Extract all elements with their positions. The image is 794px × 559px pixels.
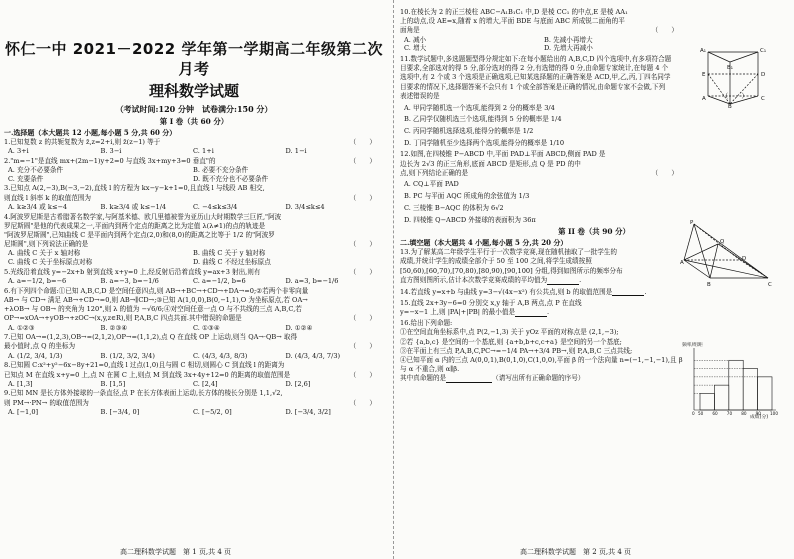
pyramid-label: B xyxy=(707,282,711,288)
answer-blank[interactable] xyxy=(547,279,579,285)
option-a: A. 充分不必要条件 xyxy=(8,166,64,175)
option-a: A. 曲线 C 关于 x 轴对称 xyxy=(8,249,81,258)
option-d: D. 3/4≤k≤4 xyxy=(285,202,325,211)
option-d: D. 既不充分也不必要条件 xyxy=(193,174,269,183)
prism-label: C₁ xyxy=(760,48,767,54)
option-d: D. a=3, b=−1/6 xyxy=(285,276,339,285)
question-2-options xyxy=(4,166,384,183)
question-6-options xyxy=(4,324,384,333)
question-12: 12.如图,在四棱锥 P−ABCD 中,平面 PAD⊥平面 ABCD,侧面 PAD 是 xyxy=(400,150,606,159)
question-1-options xyxy=(4,147,384,156)
histogram-bar xyxy=(729,360,743,410)
question-15: 15.直线 2x+3y−6=0 分别交 x,y 轴于 A,B 两点,点 P 在直线 xyxy=(400,299,582,308)
option-c: C. (4/3, 4/3, 8/3) xyxy=(193,351,248,360)
option-d: D. ①②④ xyxy=(285,323,313,332)
prism-label: A xyxy=(702,96,706,102)
histogram-tick-label: 0 xyxy=(692,411,695,416)
question-8-options xyxy=(4,380,384,389)
histogram-bar xyxy=(700,393,714,410)
right-column: 10.在棱长为 2 的正三棱柱 ABC−A₁B₁C₁ 中,D 是棱 CC₁ 的中点,E 是棱 AA₁ 上的动点,设 AE=x,随着 x 的增大,平面 BDE 与底面 ABC 所成锐二面角的平 面角是 （ ） A. 减小 B. 先减小再增大 C. 增大 D. 先增大再减小 11.数学试题中,多选题题型得分规定如下:在每小题给出的 A,B,C,D 四个选项中,有多项符合题 目要求,全部选对的得 5 分,部分选对的得 2 分,有选错的得 0 分,由命题专家统计,在每题 4 个 选项中,有 2 个或 3 个选项是正确选项,已知某选择题的正确答案是 ACD,甲,乙,丙,丁四名同学 目要求的情况下,选择题答案不会只有 1 个或全部答案是正确的情况,由命题专家不会做,下列 表述错误的是 （ ） A. 甲同学随机选一个选项,能得到 2 分的概率是 3/4 B. 乙同学仅随机选三个选项,能得到 5 分的概率是 1/4 C. 丙同学随机选择选项,能得分的概率是 1/2 D. 丁同学随机至少选择两个选项,能得分的概率是 1/10 12.如图,在四棱锥 P−ABCD 中,平面 PAD⊥平面 ABCD,侧面 PAD 是 边长为 2√3 的正三角形,底面 ABCD 是矩形,点 Q 是 PD 的中 点,则下列结论正确的是 （ ） A. CQ⊥平面 PAD B. PC 与平面 AQC 所成角的余弦值为 1/3 C. 三棱锥 B−AQC 的体积为 6√2 D. 四棱锥 Q−ABCD 外接球的表面积为 36π 第 II 卷（共 90 分） 二.填空题（本大题共 4 小题,每小题 5 分,共 20 分） 13.为了解某高二年级学生平行于一次数学竞赛,现在随机抽取了一批学生的 成绩,并统计学生的成绩全部介于 50 至 100 之间,将学生成绩按照 [50,60),[60,70),[70,80),[80,90),[90,100] 分组,得到如图所示的频率分布 直方图则图所示,估计本次数学竞赛成绩的平均值为 . 14.若直线 y=x+b 与曲线 y=3−√(4x−x²) 有公共点,则 b 的取值范围是 . 15.直线 2x+3y−6=0 分别交 x,y 轴于 A,B 两点,点 P 在直线 y=−x−1 上,则 |PA|+|PB| 的最小值是 . 16.给出下列命题: ①在空间直角坐标系中,点 P(2,−1,3) 关于 yOz 平面的对称点是 (2,1,−3); ②若 {a,b,c} 是空间的一个基底,则 {a+b,b+c,c+a} 是空间的另一个基底; ③在平面上有三点 P,A,B,C,PC→=−1/4 PA→+3/4 PB→,则 P,A,B,C 三点共线; ④已知平面 α 内的三点 A(0,0,1),B(0,1,0),C(1,0,0),平面 β 的一个法向量 n=(−1,−1,−1),且 β 与 α 不重合,则 α∥β. 其中真命题的是 （请写出所有正确命题的序号） xyxy=(400,8,788,555)
question-5-options xyxy=(4,277,384,286)
pyramid-label: D xyxy=(742,256,747,262)
page-footer-2: 高二理科数学试题 第 2 页,共 4 页 xyxy=(520,547,632,556)
question-11-option-d: D. 丁同学随机至少选择两个选项,能得分的概率是 1/10 xyxy=(404,138,565,147)
column-divider xyxy=(393,0,394,559)
answer-blank[interactable] xyxy=(612,290,644,296)
prism-label: E xyxy=(702,72,706,78)
option-a: A. k≥3/4 或 k≤−4 xyxy=(8,202,68,211)
histogram-figure xyxy=(680,340,780,420)
exam-subtitle: 理科数学试题 xyxy=(148,81,239,100)
volume-2-heading: 第 II 卷（共 90 分） xyxy=(558,227,630,237)
histogram-tick-label: 90 xyxy=(755,411,761,416)
pyramid-diagram xyxy=(680,220,780,290)
option-b: B. (1/2, 3/2, 3/4) xyxy=(100,351,155,360)
question-12-option-c: C. 三棱锥 B−AQC 的体积为 6√2 xyxy=(404,203,504,212)
left-column: 怀仁一中 2021－2022 学年第一学期高二年级第二次月考 理科数学试题 （考试时间:120 分钟 试卷满分:150 分） 第 I 卷（共 60 分） 一.选择题（本大题共 12 小题,每小题 5 分,共 60 分） 1.已知复数 z 的共轭复数为 z̄,z=2+i,则 z̄(z−1) 等于 （ ） A. 3+i B. 3−i C. 1+i D. 1−i 2."m=−1"是直线 mx+(2m−1)y+2=0 与直线 3x+my+3=0 垂直"的 （ ） A. 充分不必要条件 B. 必要不充分条件 C. 充要条件 D. 既不充分也不必要条件 3.已知点 A(2,−3),B(−3,−2),直线 l 的方程为 kx−y−k+1=0,且直线 l 与线段 AB 相交, 则直线 l 斜率 k 的取值范围为 （ ） A. k≥3/4 或 k≤−4 B. k≥3/4 或 k≤−1/4 C. −4≤k≤3/4 D. 3/4≤k≤4 4.阿波罗尼斯是古希腊著名数学家,与阿基米德、欧几里德被誉为亚历山大时期数学三巨匠,"阿波 罗尼斯圆"是他的代表成果之一,平面内到两个定点的距离之比为定值 λ(λ≠1)的点的轨迹是 "阿波罗尼斯圆",已知曲线 C 是平面内到两个定点(2,0)和(8,0)的距离之比等于 1/2 的"阿波罗 尼斯圆",则下列说法正确的是 （ ） A. 曲线 C 关于 x 轴对称 B. 曲线 C 关于 y 轴对称 C. 曲线 C 关于坐标原点对称 D. 曲线 C 不经过坐标原点 5.光线沿着直线 y=−2x+b 射到直线 x+y=0 上,经反射后沿着直线 y=ax+3 射出,则有 （ ） A. a=−1/2, b=−6 B. a=−3, b=−1/6 C. a=−1/2, b=6 D. a=3, b=−1/6 6.有下列四个命题:①已知 A,B,C,D 是空间任意四点,则 AB→+BC→+CD→+DA→=0;②若两个非零向量 AB→ 与 CD→ 满足 AB→+CD→=0,则 AB→∥CD→;③已知 A(1,0,0),B(0,−1,1),O 为坐标原点,若 OA→ +λOB→ 与 OB→ 的夹角为 120°,则 λ 的值为 −√6/6;④对空间任意一点 O 与不共线的三点 A,B,C,若 OP→=xOA→+yOB→+zOC→(x,y,z∈R),则 P,A,B,C 四点共面.其中错误的命题是 （ ） A. ①②③ B. ②③④ C. ①③④ D. ①②④ 7.已知 OA→=(1,2,3),OB→=(2,1,2),OP→=(1,1,2),点 Q 在直线 OP 上运动,则当 QA→·QB→ 取得 最小值时,点 Q 的坐标为 （ ） A. (1/2, 3/4, 1/3) B. (1/2, 3/2, 3/4) C. (4/3, 4/3, 8/3) D. (4/3, 4/3, 7/3) 8.已知圆 C:x²+y²−6x−8y+21=0,直线 l 过点(1,0)且与圆 C 相切,则圆心 C 到直线 l 的距离为 已知点 M 在直线 x+y=0 上,点 N 在圆 C 上,则点 M 到直线 3x+4y+12=0 的距离的取值范围是 （ ） A. [1,3] B. [1,5] C. [2,4] D. [2,6] 9.已知 MN 是长方体外接球的一条直径,点 P 在长方体表面上运动,长方体的棱长分别是 1,1,√2, 则 PM→·PN→ 的取值范围为 （ ） A. [−1,0] B. [−3/4, 0] C. [−5/2, 0] D. [−3/4, 3/2] xyxy=(4,40,383,416)
option-b: B. 3−i xyxy=(100,147,122,156)
question-12-option-a: A. CQ⊥平面 PAD xyxy=(404,180,459,189)
histogram-ylabel: 频率/组距 xyxy=(682,343,703,348)
question-11-option-c: C. 丙同学随机选择选项,能得分的概率是 1/2 xyxy=(404,126,534,135)
prism-label: B xyxy=(728,104,732,108)
volume-1-heading: 第 I 卷（共 60 分） xyxy=(159,116,229,126)
question-3-options xyxy=(4,203,384,212)
question-7: 7.已知 OA→=(1,2,3),OB→=(2,1,2),OP→=(1,1,2),点 Q 在直线 OP 上运动,则当 QA→·QB→ 取得 xyxy=(4,333,298,342)
histogram-tick-label: 100 xyxy=(770,411,778,416)
option-c: C. 充要条件 xyxy=(8,174,44,183)
histogram-tick-label: 80 xyxy=(741,411,747,416)
option-c: C. ①③④ xyxy=(193,323,220,332)
histogram-tick-label: 60 xyxy=(712,411,718,416)
option-b: B. 曲线 C 关于 y 轴对称 xyxy=(193,249,266,258)
answer-blank[interactable] xyxy=(446,377,492,383)
prism-label: B₁ xyxy=(727,65,733,71)
question-14: 14.若直线 y=x+b 与曲线 y=3−√(4x−x²) 有公共点,则 b 的取值范围是 . xyxy=(400,287,647,296)
section-1-heading: 一.选择题（本大题共 12 小题,每小题 5 分,共 60 分） xyxy=(4,127,177,137)
question-1: 1.已知复数 z 的共轭复数为 z̄,z=2+i,则 z̄(z−1) 等于 （ ） xyxy=(4,137,376,146)
question-4: 4.阿波罗尼斯是古希腊著名数学家,与阿基米德、欧几里德被誉为亚历山大时期数学三巨匠,"阿波 xyxy=(4,212,282,221)
answer-blank[interactable] xyxy=(515,311,547,317)
question-16: 16.给出下列命题: xyxy=(400,319,453,328)
option-a: A. 3+i xyxy=(8,147,29,156)
question-7-options xyxy=(4,352,384,361)
question-10: 10.在棱长为 2 的正三棱柱 ABC−A₁B₁C₁ 中,D 是棱 CC₁ 的中点,E 是棱 AA₁ xyxy=(400,8,628,16)
option-a: A. [−1,0] xyxy=(8,407,39,416)
question-6: 6.有下列四个命题:①已知 A,B,C,D 是空间任意四点,则 AB→+BC→+CD→+DA→=0;②若两个非零向量 xyxy=(4,286,309,295)
question-13: 13.为了解某高二年级学生平行于一次数学竞赛,现在随机抽取了一批学生的 xyxy=(400,248,617,257)
option-c: C. a=−1/2, b=6 xyxy=(193,276,246,285)
option-b: B. 必要不充分条件 xyxy=(193,166,249,175)
section-2-heading: 二.填空题（本大题共 4 小题,每小题 5 分,共 20 分） xyxy=(400,238,568,248)
histogram-tick-label: 70 xyxy=(726,411,733,416)
question-11: 11.数学试题中,多选题题型得分规定如下:在每小题给出的 A,B,C,D 四个选项中,有多项符合题 xyxy=(400,55,672,64)
prism-label: A₁ xyxy=(700,48,706,54)
pyramid-label: Q xyxy=(720,239,725,245)
frequency-histogram xyxy=(680,340,780,420)
exam-info: （考试时间:120 分钟 试卷满分:150 分） xyxy=(115,104,273,115)
option-d: D. [−3/4, 3/2] xyxy=(285,407,331,416)
pyramid-label: P xyxy=(690,220,694,226)
option-b: B. 先减小再增大 xyxy=(544,35,593,44)
pyramid-figure xyxy=(680,220,780,290)
question-4-options xyxy=(4,249,384,266)
option-d: D. 曲线 C 不经过坐标原点 xyxy=(193,258,271,267)
option-c: C. [−5/2, 0] xyxy=(193,407,232,416)
option-c: C. 1+i xyxy=(193,147,214,156)
option-b: B. k≥3/4 或 k≤−1/4 xyxy=(100,202,167,211)
histogram-bar xyxy=(743,369,757,410)
exam-title: 怀仁一中 2021－2022 学年第一学期高二年级第二次月考 xyxy=(5,40,383,78)
prism-diagram xyxy=(700,44,772,108)
question-11-option-b: B. 乙同学仅随机选三个选项,能得到 5 分的概率是 1/4 xyxy=(404,115,562,124)
histogram-bar xyxy=(758,377,772,410)
option-a: A. [1,3] xyxy=(8,379,33,388)
option-a: A. ①②③ xyxy=(8,323,35,332)
option-d: D. 1−i xyxy=(285,147,307,156)
question-9-options xyxy=(4,408,384,417)
option-b: B. [−3/4, 0] xyxy=(100,407,140,416)
question-12-option-d: D. 四棱锥 Q−ABCD 外接球的表面积为 36π xyxy=(404,215,536,224)
histogram-xlabel: 成绩(分) xyxy=(750,415,769,420)
question-8: 8.已知圆 C:x²+y²−6x−8y+21=0,直线 l 过点(1,0)且与圆 C 相切,则圆心 C 到直线 l 的距离为 xyxy=(4,361,285,370)
pyramid-label: C xyxy=(768,282,772,288)
option-c: C. 增大 xyxy=(404,44,427,53)
option-b: B. ②③④ xyxy=(100,323,128,332)
question-11-option-a: A. 甲同学随机选一个选项,能得到 2 分的概率是 3/4 xyxy=(404,103,555,112)
option-c: C. [2,4] xyxy=(193,379,218,388)
option-a: A. a=−1/2, b=−6 xyxy=(8,276,67,285)
question-9: 9.已知 MN 是长方体外接球的一条直径,点 P 在长方体表面上运动,长方体的棱长分别是 1,1,√2, xyxy=(4,389,283,398)
option-a: A. (1/2, 3/4, 1/3) xyxy=(8,351,63,360)
pyramid-label: A xyxy=(680,260,684,266)
histogram-bar xyxy=(714,385,728,410)
option-b: B. a=−3, b=−1/6 xyxy=(100,276,159,285)
option-d: D. (4/3, 4/3, 7/3) xyxy=(285,351,341,360)
question-12-option-b: B. PC 与平面 AQC 所成角的余弦值为 1/3 xyxy=(404,192,530,201)
prism-label: C xyxy=(761,96,765,102)
histogram-tick-label: 50 xyxy=(698,411,704,416)
question-2: 2."m=−1"是直线 mx+(2m−1)y+2=0 与直线 3x+my+3=0 垂直"的 （ ） xyxy=(4,156,376,165)
option-c: C. −4≤k≤3/4 xyxy=(193,202,238,211)
option-d: D. 先增大再减小 xyxy=(544,44,593,53)
option-c: C. 曲线 C 关于坐标原点对称 xyxy=(8,258,93,267)
question-5: 5.光线沿着直线 y=−2x+b 射到直线 x+y=0 上,经反射后沿着直线 y=ax+3 射出,则有 （ ） xyxy=(4,267,376,276)
option-b: B. [1,5] xyxy=(100,379,126,388)
option-d: D. [2,6] xyxy=(285,379,311,388)
option-a: A. 减小 xyxy=(404,35,427,44)
prism-figure xyxy=(700,44,772,108)
page-footer-1: 高二理科数学试题 第 1 页,共 4 页 xyxy=(120,547,232,556)
question-10-options xyxy=(400,36,690,53)
question-3: 3.已知点 A(2,−3),B(−3,−2),直线 l 的方程为 kx−y−k+1=0,且直线 l 与线段 AB 相交, xyxy=(4,184,265,193)
prism-label: D xyxy=(761,72,766,78)
